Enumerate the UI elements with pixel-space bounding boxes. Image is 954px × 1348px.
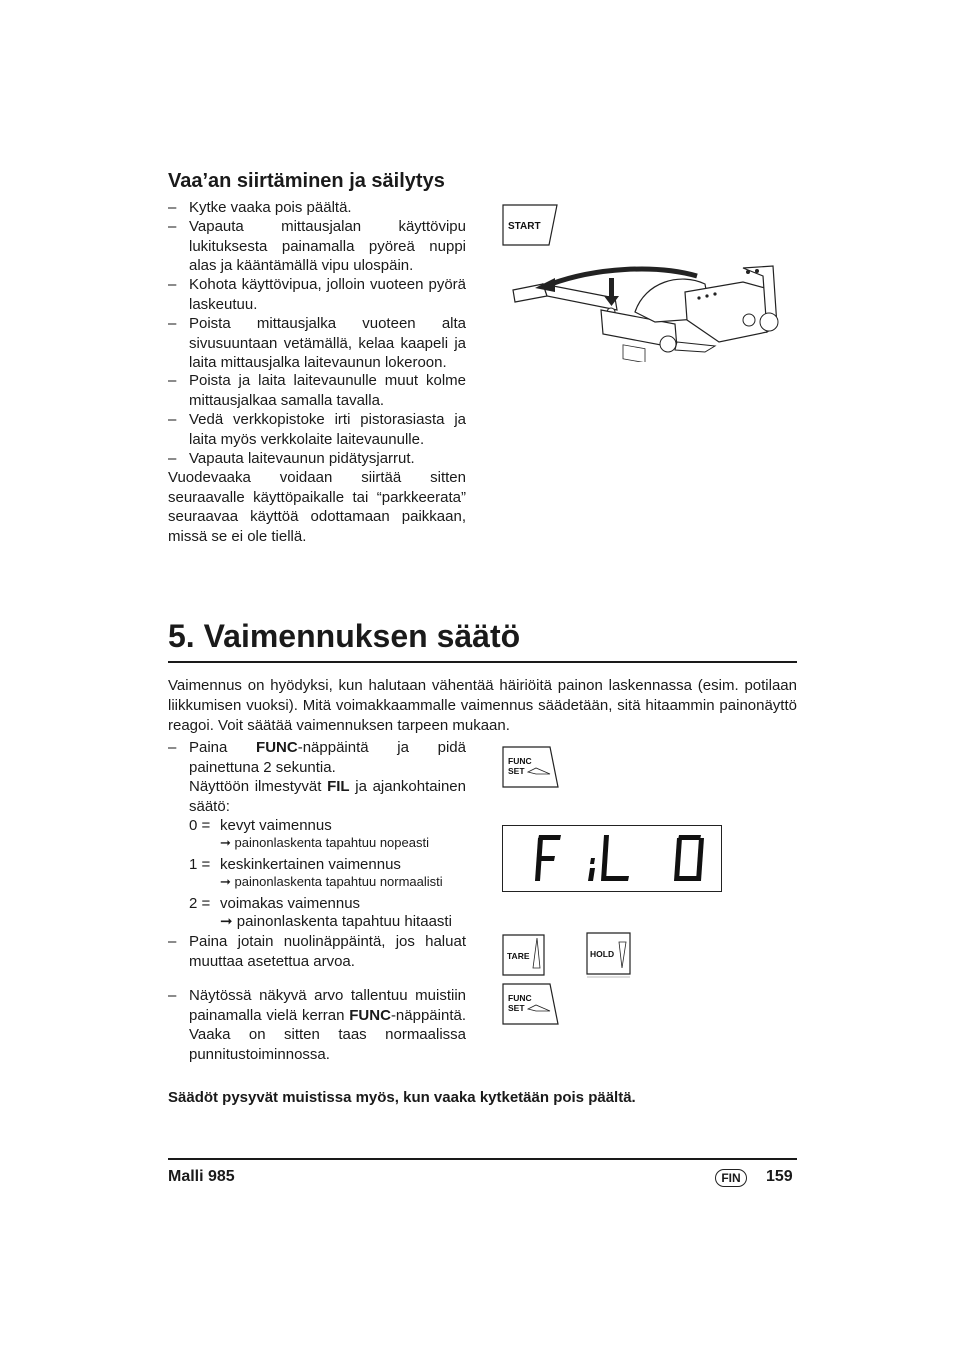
list-item: – Poista ja laita laitevaunulle muut kolme mittausjalkaa samalla tavalla. (168, 372, 466, 409)
func-set-key (502, 983, 560, 1025)
closing-paragraph: Vuodevaaka voidaan siirtää sitten seuraavalle käyttöpaikalle tai “parkkeerata” seuraavaa käyttöä odottamaan paikkaan, missä se ei ole tiellä. (168, 469, 466, 545)
list-item: – Paina jotain nuolinäppäintä, jos haluat muuttaa asetettua arvoa. (168, 933, 466, 970)
option-label: keskinkertainen vaimennus (220, 856, 401, 873)
option-code: 1 = (189, 856, 211, 873)
heading-rule (168, 661, 797, 663)
option-label: voimakas vaimennus (220, 895, 361, 912)
svg-text:HOLD: HOLD (590, 949, 615, 959)
list-item: – Kytke vaaka pois päältä. (168, 199, 352, 216)
svg-text:SET: SET (508, 766, 525, 776)
arrow-icon: ➞ (220, 835, 231, 850)
lcd-display (502, 825, 722, 892)
lcd-char-0 (674, 835, 704, 881)
arrow-icon: ➞ (220, 913, 233, 930)
chapter-title: 5. Vaimennuksen säätö (168, 618, 521, 654)
svg-text:TARE: TARE (507, 951, 530, 961)
list-item: – Näytössä näkyvä arvo tallentuu muistiin painamalla vielä kerran FUNC-näppäintä. Vaaka on sitten taas normaalissa punnitustoiminnossa. (168, 987, 466, 1063)
footer-rule (168, 1158, 797, 1160)
svg-text:START: START (508, 221, 541, 232)
list-item: – Vapauta mittausjalan käyttövipu lukituksesta painamalla pyöreä nuppi alas ja kääntämällä vipu ulospäin. (168, 218, 466, 274)
lcd-readout (503, 826, 721, 891)
arrow-icon: ➞ (220, 874, 231, 889)
list-item: – Kohota käyttövipua, jolloin vuoteen pyörä laskeutuu. (168, 276, 466, 313)
option-effect: ➞ painonlaskenta tapahtuu hitaasti (220, 913, 452, 930)
list-item: – Paina FUNC-näppäintä ja pidä painettuna 2 sekuntia. (168, 739, 466, 776)
memory-note: Säädöt pysyvät muistissa myös, kun vaaka kytketään pois päältä. (168, 1089, 636, 1106)
page-number: 159 (766, 1168, 793, 1185)
svg-text:FUNC: FUNC (508, 993, 532, 1003)
lcd-char-L (601, 835, 629, 881)
lcd-char-F (535, 835, 561, 881)
language-badge: FIN (715, 1169, 747, 1187)
option-code: 0 = (189, 817, 211, 834)
start-key (502, 204, 558, 246)
intro-paragraph: Vaimennus on hyödyksi, kun halutaan vähentää häiriöitä painon laskennassa (esim. potilaan liikkumisen vuoksi). Mitä voimakkaammalle vaimennus säädetään, sitä hitaammin painonäyttö reagoi. Voit säätää vaimennuksen tarpeen mukaan. (168, 677, 797, 734)
option-code: 2 = (189, 895, 211, 912)
section-heading: Vaa’an siirtäminen ja säilytys (168, 170, 445, 192)
svg-text:SET: SET (508, 1003, 525, 1013)
lcd-char-i (588, 858, 595, 881)
hold-key (586, 932, 632, 978)
func-set-key (502, 746, 560, 788)
option-label: kevyt vaimennus (220, 817, 332, 834)
option-effect: ➞ painonlaskenta tapahtuu nopeasti (220, 835, 429, 850)
option-effect: ➞ painonlaskenta tapahtuu normaalisti (220, 874, 443, 889)
list-item: – Poista mittausjalka vuoteen alta sivusuuntaan vetämällä, kelaa kaapeli ja laita mittausjalka laitevaunun lokeroon. (168, 315, 466, 371)
tare-key (502, 934, 546, 976)
list-item: – Vapauta laitevaunun pidätysjarrut. (168, 450, 415, 467)
svg-text:FUNC: FUNC (508, 756, 532, 766)
scale-transport-illustration (505, 262, 785, 367)
list-item: – Vedä verkkopistoke irti pistorasiasta ja laita myös verkkolaite laitevaunulle. (168, 411, 466, 448)
model-name: Malli 985 (168, 1168, 235, 1185)
display-intro: Näyttöön ilmestyvät FIL ja ajankohtainen säätö: (189, 778, 466, 815)
